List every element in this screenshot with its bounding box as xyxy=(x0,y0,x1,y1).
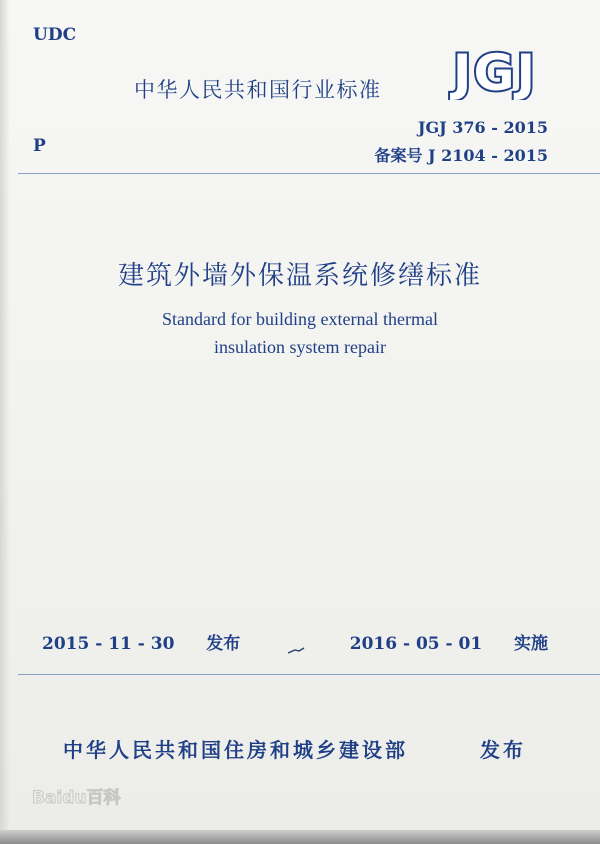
watermark-text: Baidu百科 xyxy=(32,788,121,808)
effective-info xyxy=(350,629,548,654)
ink-smudge-icon xyxy=(287,647,305,655)
bottom-divider xyxy=(18,674,600,675)
publisher-name: 中华人民共和国住房和城乡建设部 xyxy=(63,738,408,762)
series-title: 中华人民共和国行业标准 xyxy=(134,78,382,102)
issue-info xyxy=(42,629,240,654)
title-english-line1: Standard for building external thermal xyxy=(162,309,438,329)
logo-text: JGJ xyxy=(452,44,538,100)
baidu-watermark-logo xyxy=(30,783,140,809)
title-chinese: 建筑外墙外保温系统修缮标准 xyxy=(117,261,482,291)
issue-date: 2015 - 11 - 30 xyxy=(42,634,175,654)
effective-date: 2016 - 05 - 01 xyxy=(349,634,483,654)
standard-number: JGJ 376 - 2015 xyxy=(417,118,548,137)
publisher-action: 发布 xyxy=(480,738,526,762)
record-number: 备案号 J 2104 - 2015 xyxy=(374,146,548,165)
udc-label: UDC xyxy=(33,25,77,45)
effective-label: 实施 xyxy=(514,634,548,654)
issue-label: 发布 xyxy=(206,634,241,654)
scan-bottom-edge xyxy=(0,830,600,844)
jgj-logo xyxy=(440,44,550,100)
category-code: P xyxy=(33,136,46,156)
title-english-line2: insulation system repair xyxy=(214,337,386,357)
page-edge-shadow xyxy=(0,0,10,844)
top-divider xyxy=(18,173,600,174)
